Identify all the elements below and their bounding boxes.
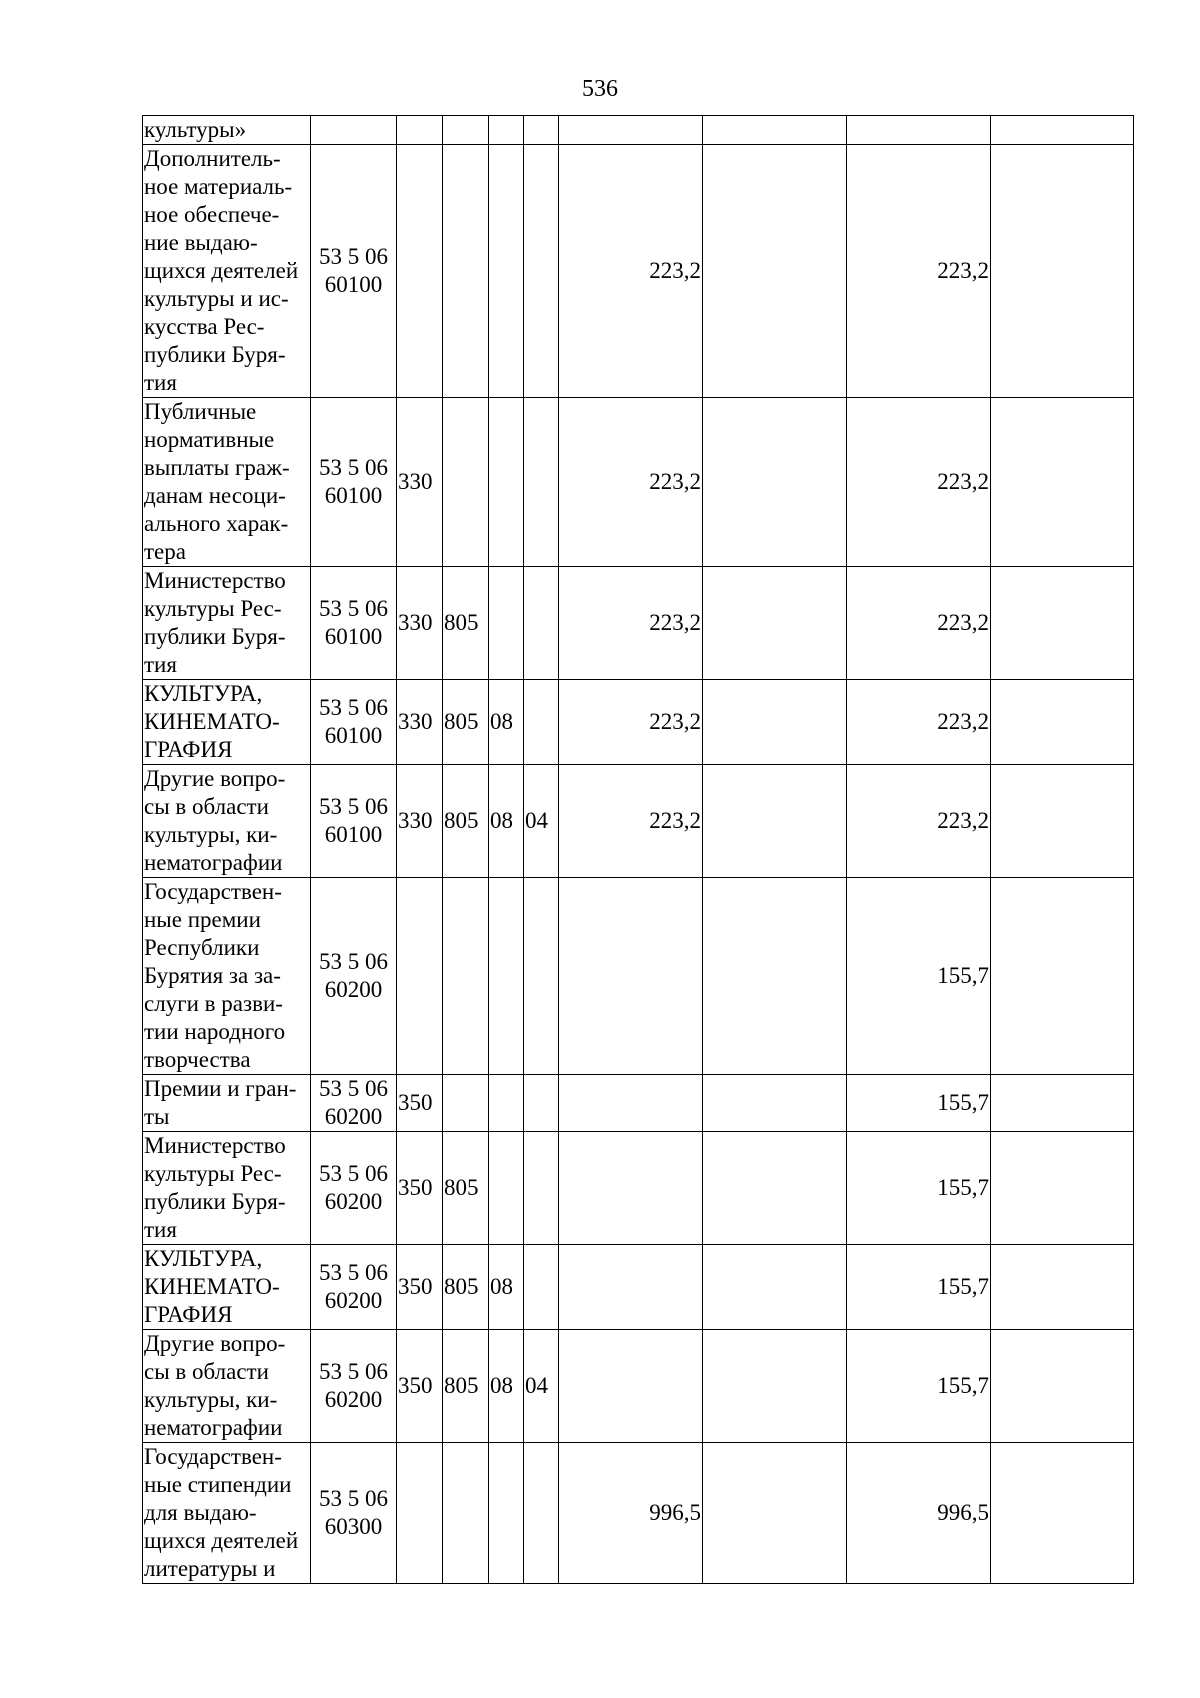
row-name-text: Публичные нормативные выплаты граж- данам несоци- ального харак- тера [144, 399, 290, 564]
ministry-code-cell [443, 398, 489, 567]
page-number: 536 [582, 76, 618, 102]
amount-cell-4 [991, 1075, 1134, 1132]
amount-cell-2 [703, 765, 847, 878]
ministry-code-cell [443, 878, 489, 1075]
amount-cell-1: 223,2 [559, 145, 703, 398]
amount-cell-1: 223,2 [559, 567, 703, 680]
amount-cell-1: 223,2 [559, 398, 703, 567]
target-article-cell: 53 5 06 60200 [311, 1245, 397, 1330]
section-cell [489, 1443, 524, 1584]
amount-cell-3: 155,7 [847, 1245, 991, 1330]
row-name-text: культуры» [144, 117, 247, 142]
amount-cell-2 [703, 1075, 847, 1132]
row-name-text: Государствен- ные стипендии для выдаю- щихся деятелей литературы и [144, 1444, 299, 1581]
target-article-cell: 53 5 06 60100 [311, 680, 397, 765]
ministry-code-cell: 805 [443, 567, 489, 680]
ministry-code-cell: 805 [443, 680, 489, 765]
subsection-cell [524, 145, 559, 398]
amount-cell-1: 223,2 [559, 765, 703, 878]
row-name-cell [143, 116, 311, 145]
section-cell: 08 [489, 1245, 524, 1330]
target-article-cell: 53 5 06 60100 [311, 145, 397, 398]
amount-cell-1 [559, 1132, 703, 1245]
table-body [143, 116, 1134, 1584]
row-name-text: КУЛЬТУРА, КИНЕМАТО- ГРАФИЯ [144, 681, 280, 762]
table-row [143, 116, 1134, 145]
ministry-code-cell [443, 1443, 489, 1584]
section-cell [489, 398, 524, 567]
section-cell [489, 878, 524, 1075]
expense-type-cell: 350 [397, 1245, 443, 1330]
expense-type-cell [397, 878, 443, 1075]
row-name-text: Другие вопро- сы в области культуры, ки- нематографии [144, 766, 286, 875]
target-article-cell: 53 5 06 60100 [311, 765, 397, 878]
subsection-cell [524, 1132, 559, 1245]
expense-type-cell: 330 [397, 680, 443, 765]
row-name-cell [143, 1330, 311, 1443]
target-article-cell: 53 5 06 60100 [311, 398, 397, 567]
row-name-text: Министерство культуры Рес- публики Буря- тия [144, 1133, 286, 1242]
amount-cell-1: 996,5 [559, 1443, 703, 1584]
budget-table [142, 115, 1134, 1584]
amount-cell-2 [703, 567, 847, 680]
target-article-cell: 53 5 06 60200 [311, 1330, 397, 1443]
table-row [143, 878, 1134, 1075]
amount-cell-3: 155,7 [847, 1075, 991, 1132]
target-article-cell: 53 5 06 60300 [311, 1443, 397, 1584]
subsection-cell [524, 398, 559, 567]
table-row [143, 1075, 1134, 1132]
amount-cell-1 [559, 116, 703, 145]
row-name-cell [143, 1075, 311, 1132]
amount-cell-3: 155,7 [847, 1330, 991, 1443]
expense-type-cell [397, 1443, 443, 1584]
amount-cell-4 [991, 680, 1134, 765]
table-row [143, 1132, 1134, 1245]
expense-type-cell: 330 [397, 567, 443, 680]
row-name-text: Дополнитель- ное материаль- ное обеспече- ние выдаю- щихся деятелей культуры и ис- кусства Рес- публики Буря- тия [144, 146, 299, 395]
section-cell [489, 1075, 524, 1132]
row-name-text: Премии и гран- ты [144, 1076, 297, 1129]
amount-cell-2 [703, 1443, 847, 1584]
amount-cell-2 [703, 398, 847, 567]
amount-cell-2 [703, 116, 847, 145]
row-name-text: Министерство культуры Рес- публики Буря- тия [144, 568, 286, 677]
table-row [143, 765, 1134, 878]
amount-cell-4 [991, 1330, 1134, 1443]
row-name-text: Другие вопро- сы в области культуры, ки- нематографии [144, 1331, 286, 1440]
amount-cell-3: 223,2 [847, 765, 991, 878]
ministry-code-cell [443, 1075, 489, 1132]
amount-cell-2 [703, 1330, 847, 1443]
amount-cell-1: 223,2 [559, 680, 703, 765]
table-row [143, 680, 1134, 765]
amount-cell-4 [991, 878, 1134, 1075]
amount-cell-3 [847, 116, 991, 145]
expense-type-cell: 350 [397, 1132, 443, 1245]
amount-cell-3: 223,2 [847, 567, 991, 680]
subsection-cell: 04 [524, 1330, 559, 1443]
subsection-cell [524, 1075, 559, 1132]
section-cell: 08 [489, 680, 524, 765]
table-row [143, 1330, 1134, 1443]
expense-type-cell: 330 [397, 398, 443, 567]
row-name-cell [143, 680, 311, 765]
subsection-cell [524, 567, 559, 680]
section-cell [489, 1132, 524, 1245]
section-cell: 08 [489, 1330, 524, 1443]
expense-type-cell: 330 [397, 765, 443, 878]
expense-type-cell: 350 [397, 1330, 443, 1443]
expense-type-cell: 350 [397, 1075, 443, 1132]
amount-cell-4 [991, 1443, 1134, 1584]
subsection-cell [524, 1443, 559, 1584]
row-name-cell [143, 145, 311, 398]
amount-cell-1 [559, 878, 703, 1075]
table-row [143, 1443, 1134, 1584]
subsection-cell [524, 1245, 559, 1330]
amount-cell-3: 155,7 [847, 878, 991, 1075]
amount-cell-2 [703, 680, 847, 765]
amount-cell-2 [703, 878, 847, 1075]
amount-cell-1 [559, 1245, 703, 1330]
ministry-code-cell: 805 [443, 1245, 489, 1330]
amount-cell-3: 223,2 [847, 398, 991, 567]
row-name-cell [143, 398, 311, 567]
table-row [143, 145, 1134, 398]
row-name-cell [143, 1245, 311, 1330]
amount-cell-1 [559, 1330, 703, 1443]
row-name-cell [143, 567, 311, 680]
amount-cell-1 [559, 1075, 703, 1132]
row-name-cell [143, 1443, 311, 1584]
section-cell: 08 [489, 765, 524, 878]
target-article-cell: 53 5 06 60100 [311, 567, 397, 680]
target-article-cell: 53 5 06 60200 [311, 1075, 397, 1132]
amount-cell-4 [991, 567, 1134, 680]
ministry-code-cell [443, 116, 489, 145]
section-cell [489, 567, 524, 680]
section-cell [489, 116, 524, 145]
amount-cell-3: 996,5 [847, 1443, 991, 1584]
amount-cell-3: 223,2 [847, 145, 991, 398]
ministry-code-cell: 805 [443, 765, 489, 878]
amount-cell-4 [991, 1132, 1134, 1245]
table-row [143, 1245, 1134, 1330]
amount-cell-2 [703, 1132, 847, 1245]
table-row [143, 567, 1134, 680]
row-name-text: КУЛЬТУРА, КИНЕМАТО- ГРАФИЯ [144, 1246, 280, 1327]
row-name-cell [143, 765, 311, 878]
subsection-cell [524, 878, 559, 1075]
amount-cell-4 [991, 1245, 1134, 1330]
amount-cell-4 [991, 398, 1134, 567]
subsection-cell: 04 [524, 765, 559, 878]
table-row [143, 398, 1134, 567]
amount-cell-3: 155,7 [847, 1132, 991, 1245]
amount-cell-2 [703, 145, 847, 398]
amount-cell-4 [991, 116, 1134, 145]
row-name-cell [143, 878, 311, 1075]
amount-cell-2 [703, 1245, 847, 1330]
row-name-cell [143, 1132, 311, 1245]
target-article-cell: 53 5 06 60200 [311, 878, 397, 1075]
subsection-cell [524, 116, 559, 145]
expense-type-cell [397, 145, 443, 398]
section-cell [489, 145, 524, 398]
amount-cell-4 [991, 765, 1134, 878]
target-article-cell [311, 116, 397, 145]
ministry-code-cell: 805 [443, 1330, 489, 1443]
expense-type-cell [397, 116, 443, 145]
amount-cell-3: 223,2 [847, 680, 991, 765]
target-article-cell: 53 5 06 60200 [311, 1132, 397, 1245]
subsection-cell [524, 680, 559, 765]
ministry-code-cell [443, 145, 489, 398]
amount-cell-4 [991, 145, 1134, 398]
row-name-text: Государствен- ные премии Республики Бурятия за за- слуги в разви- тии народного творчества [144, 879, 286, 1072]
ministry-code-cell: 805 [443, 1132, 489, 1245]
